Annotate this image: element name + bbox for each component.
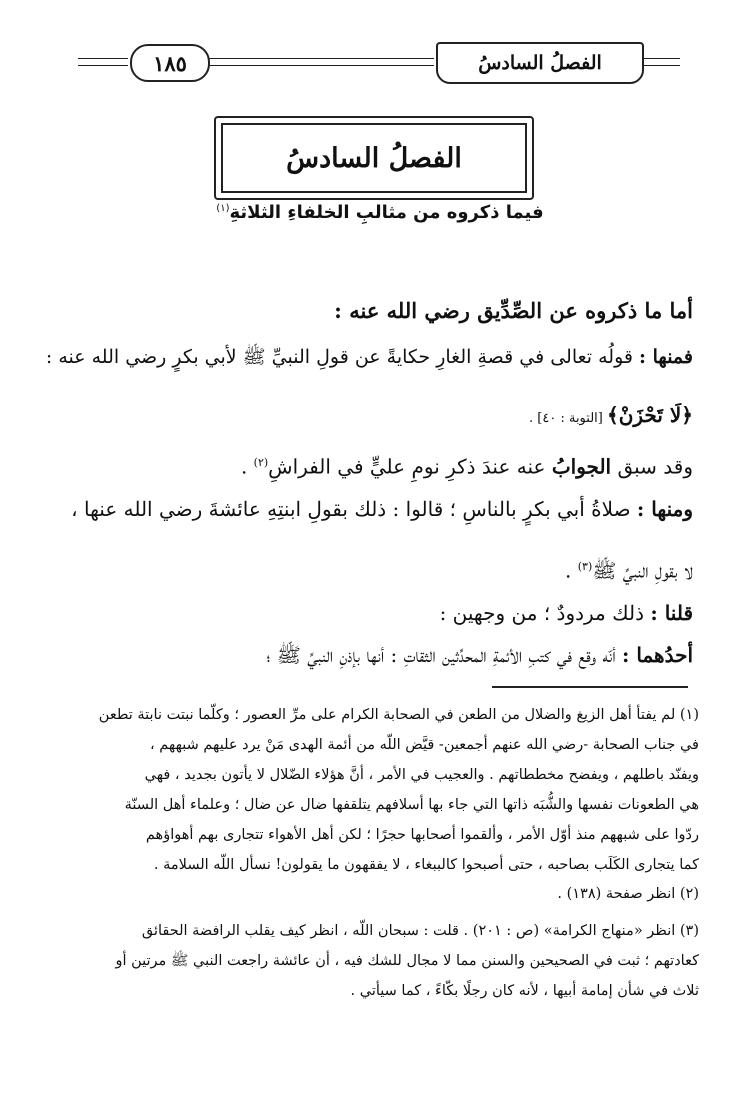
footnote-ref-1: (١): [216, 203, 230, 214]
body-line-6-end: .: [565, 558, 578, 583]
footnote-3-line: ثلاث في شأن إمامة أبيها ، لأنه كان رجلًا بكّاءً ، كما سيأتي .: [350, 983, 699, 999]
lead-word-qulna: قلنا :: [650, 601, 693, 625]
header-rule-middle: [208, 58, 434, 66]
chapter-subtitle: [180, 202, 580, 223]
quran-reference: [التوبة : ٤٠] .: [529, 411, 607, 426]
body-line-7: [440, 598, 693, 628]
section-heading-siddiq: أما ما ذكروه عن الصِّدِّيق رضي الله عنه :: [334, 298, 693, 323]
header-rule-right: [642, 58, 680, 66]
body-line-3: [529, 400, 693, 434]
lead-word-faminha: فمنها :: [639, 346, 693, 368]
footnote-ref-3: (٣): [577, 560, 593, 573]
footnote-3-line: (٣) انظر «منهاج الكرامة» (ص : ٢٠١) . قلت : سبحان اللّه ، انظر كيف يقلب الرافضة الحقائق: [141, 923, 699, 939]
footnote-1-line: (١) لم يفتأ أهل الزيغ والضلال من الطعن في الصحابة الكرام على مرِّ العصور ؛ وكلّما نبتت نابتة تطعن: [98, 707, 699, 723]
body-line-8-text: أنّه وقع في كتبِ الأئمةِ المحدِّثين الثقاتِ : أنها بإذنِ النبيِّ ﷺ ؛: [266, 643, 623, 667]
body-line-5: [71, 494, 693, 524]
body-line-6: [565, 552, 693, 586]
body-line-2: [46, 342, 693, 372]
footnote-separator: [492, 686, 688, 688]
body-line-7-text: ذلك مردودٌ ؛ من وجهين :: [439, 601, 651, 625]
quran-quote: ﴿لَا تَحْزَنْ﴾: [606, 403, 693, 427]
body-line-4-c: عنه عندَ ذكرِ نومِ عليٍّ في الفراشِ: [268, 454, 552, 479]
running-title: الفصلُ السادسُ: [478, 52, 602, 74]
footnote-2: (٢) انظر صفحة (١٣٨) .: [557, 886, 699, 902]
page-number-box: [130, 44, 210, 82]
body-line-5-text: صلاةُ أبي بكرٍ بالناسِ ؛ قالوا : ذلك بقولِ ابنتِهِ عائشةَ رضي الله عنها ،: [71, 497, 637, 521]
footnote-1-line: في جناب الصحابة -رضي الله عنهم أجمعين- قيَّض اللّه من أئمة الهدى مَنْ يرد عليهم شبههم ،: [149, 737, 699, 753]
body-line-1: [334, 296, 693, 326]
page-number: ١٨٥: [153, 50, 187, 76]
body-line-6-text: لا بقولِ النبيِّ ﷺ: [592, 558, 693, 583]
body-line-4-a: وقد سبق: [611, 454, 693, 479]
chapter-title: الفصلُ السادسُ: [221, 123, 527, 193]
body-line-4-end: .: [240, 454, 254, 479]
footnote-1-line: ردّوا على شبههم منذ أوّل الأمر ، وألقموا أصحابها حجرًا ؛ لكن أهل الأهواء تتجارى بهم أهواؤهم: [145, 827, 699, 843]
running-title-box: [436, 42, 644, 84]
footnote-1-line: هي الطعونات نفسها والشُّبَه ذاتها التي جاء بها أسلافهم يتلقفها ضال عن ضال ؛ وعلماء أهل السنّة: [124, 797, 699, 813]
keyword-jawab: الجوابُ: [551, 454, 612, 479]
chapter-title-frame: [214, 116, 534, 200]
footnote-ref-2: (٢): [253, 456, 269, 469]
body-line-2-text: قولُه تعالى في قصةِ الغارِ حكايةً عن قولِ النبيِّ ﷺ لأبي بكرٍ رضي الله عنه :: [45, 346, 640, 368]
footnote-1-line: كما يتجارى الكَلَب بصاحبه ، حتى أصبحوا كالببغاء ، لا يفقهون ما يقولون! نسأل اللّه السلامة .: [153, 857, 699, 873]
footnote-3-line: كعادتهم ؛ ثبت في الصحيحين والسنن مما لا مجال للشك فيه ، أن عائشة راجعت النبي ﷺ مرتين أو: [115, 953, 699, 969]
body-line-8: [266, 640, 693, 670]
lead-word-wa-minha: ومنها :: [636, 497, 693, 521]
footnote-1-line: ويفنّد باطلهم ، ويفضح مخططاتهم . والعجيب في الأمر ، أنَّ هؤلاء الضّلال لا يأتون بجديد ، فهي: [144, 767, 699, 783]
body-line-4: [241, 448, 693, 482]
header-rule-left: [78, 58, 128, 66]
lead-word-ahaduhuma: أحدُهما :: [622, 643, 693, 667]
chapter-subtitle-text: فيما ذكروه من مثالبِ الخلفاءِ الثلاثةِ: [229, 202, 544, 223]
